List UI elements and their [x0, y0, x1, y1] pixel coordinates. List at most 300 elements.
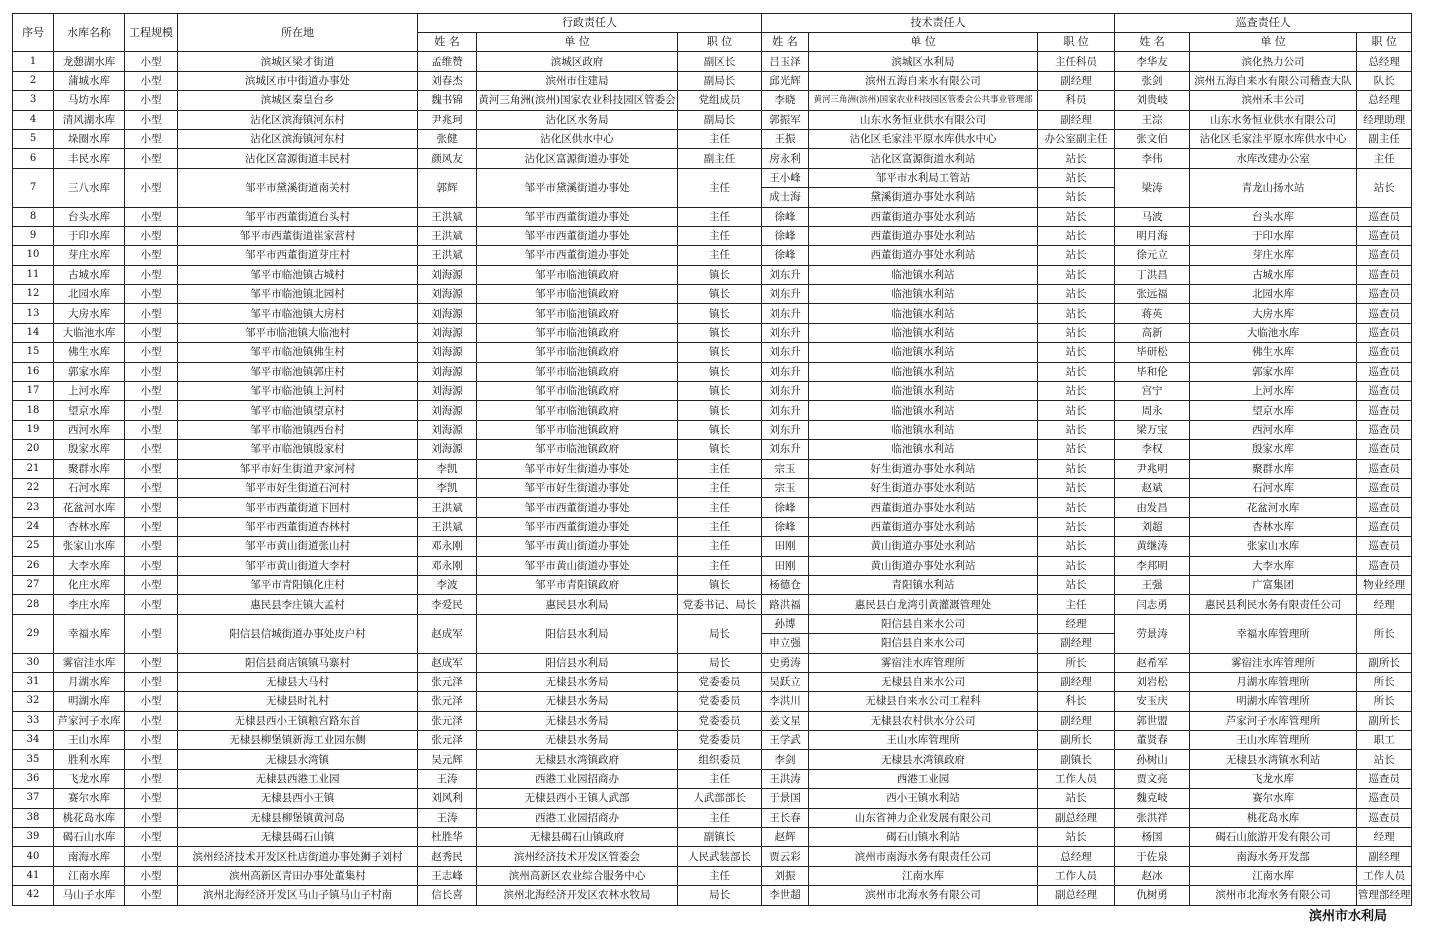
admin-person-cell: 魏书锦 [418, 91, 477, 110]
admin-person-cell: 王洪斌 [418, 226, 477, 245]
admin-person-cell: 刘海源 [418, 382, 477, 401]
patrol-title-cell: 副所长 [1357, 711, 1412, 730]
tech-person-cell: 刘东升 [762, 420, 809, 439]
table-row [13, 440, 1412, 459]
seq-cell: 34 [13, 731, 54, 750]
table-row [13, 731, 1412, 750]
reservoir-name-cell: 胜利水库 [54, 750, 125, 769]
admin-unit-cell: 阳信县水利局 [477, 614, 678, 653]
patrol-title-cell: 巡查员 [1357, 285, 1412, 304]
patrol-title-cell: 巡查员 [1357, 323, 1412, 342]
scale-cell: 小型 [125, 91, 178, 110]
scale-cell: 小型 [125, 323, 178, 342]
location-cell: 邹平市临池镇上河村 [178, 382, 418, 401]
admin-title-cell: 镇长 [678, 304, 762, 323]
admin-person-cell: 王洪斌 [418, 246, 477, 265]
admin-person-cell: 孟维赞 [418, 52, 477, 71]
patrol-person-cell: 安玉庆 [1115, 692, 1190, 711]
tech-unit-cell: 沾化区富源街道水利站 [809, 149, 1038, 168]
location-cell: 邹平市青阳镇化庄村 [178, 575, 418, 594]
admin-unit-cell: 邹平市临池镇政府 [477, 323, 678, 342]
table-row [13, 149, 1412, 168]
tech-title-cell: 主任科员 [1038, 52, 1115, 71]
tech-unit-cell: 西董街道办事处水利站 [809, 207, 1038, 226]
table-row [13, 575, 1412, 594]
table-row [13, 226, 1412, 245]
header-tech-unit: 单 位 [809, 33, 1038, 52]
tech-person-cell: 徐峰 [762, 207, 809, 226]
location-cell: 邹平市临池镇西台村 [178, 420, 418, 439]
table-row [13, 750, 1412, 769]
tech-person-cell: 郭振军 [762, 110, 809, 129]
scale-cell: 小型 [125, 556, 178, 575]
reservoir-name-cell: 雾宿洼水库 [54, 653, 125, 672]
tech-title-cell: 站长 [1038, 828, 1115, 847]
admin-title-cell: 局长 [678, 653, 762, 672]
seq-cell: 33 [13, 711, 54, 730]
admin-person-cell: 张健 [418, 129, 477, 148]
admin-person-cell: 邓永刚 [418, 556, 477, 575]
patrol-unit-cell: 山东水务恒业供水有限公司 [1190, 110, 1357, 129]
admin-title-cell: 镇长 [678, 362, 762, 381]
tech-unit-cell: 黄山街道办事处水利站 [809, 556, 1038, 575]
admin-title-cell: 局长 [678, 614, 762, 653]
admin-unit-cell: 邹平市黄山街道办事处 [477, 556, 678, 575]
admin-title-cell: 镇长 [678, 440, 762, 459]
reservoir-name-cell: 江南水库 [54, 866, 125, 885]
seq-cell: 9 [13, 226, 54, 245]
admin-title-cell: 主任 [678, 498, 762, 517]
admin-title-cell: 主任 [678, 866, 762, 885]
patrol-person-cell: 闫志勇 [1115, 595, 1190, 614]
scale-cell: 小型 [125, 420, 178, 439]
location-cell: 无棣县西小王镇粮宫路东首 [178, 711, 418, 730]
patrol-unit-cell: 殷家水库 [1190, 440, 1357, 459]
table-row [13, 847, 1412, 866]
admin-unit-cell: 邹平市西董街道办事处 [477, 226, 678, 245]
tech-unit-cell: 临池镇水利站 [809, 362, 1038, 381]
tech-title-cell: 站长 [1038, 207, 1115, 226]
seq-cell: 6 [13, 149, 54, 168]
scale-cell: 小型 [125, 265, 178, 284]
admin-title-cell: 镇长 [678, 343, 762, 362]
tech-person-cell: 贾云彩 [762, 847, 809, 866]
tech-unit-cell: 青阳镇水利站 [809, 575, 1038, 594]
admin-title-cell: 党委委员 [678, 672, 762, 691]
tech-title-cell: 站长 [1038, 459, 1115, 478]
admin-unit-cell: 邹平市临池镇政府 [477, 401, 678, 420]
patrol-unit-cell: 赛尔水库 [1190, 789, 1357, 808]
location-cell: 邹平市临池镇大房村 [178, 304, 418, 323]
patrol-person-cell: 李邦明 [1115, 556, 1190, 575]
admin-title-cell: 党委委员 [678, 731, 762, 750]
patrol-title-cell: 巡查员 [1357, 537, 1412, 556]
patrol-unit-cell: 滨州禾丰公司 [1190, 91, 1357, 110]
patrol-unit-cell: 无棣县水湾镇水利站 [1190, 750, 1357, 769]
patrol-person-cell: 毕研松 [1115, 343, 1190, 362]
scale-cell: 小型 [125, 285, 178, 304]
location-cell: 邹平市临池镇佛生村 [178, 343, 418, 362]
location-cell: 滨州北海经济开发区马山子镇马山子村南 [178, 886, 418, 905]
patrol-title-cell: 巡查员 [1357, 265, 1412, 284]
location-cell: 邹平市临池镇大临池村 [178, 323, 418, 342]
patrol-person-cell: 宫宁 [1115, 382, 1190, 401]
admin-person-cell: 王涛 [418, 808, 477, 827]
scale-cell: 小型 [125, 537, 178, 556]
reservoir-name-cell: 台头水库 [54, 207, 125, 226]
tech-unit-cell: 碣石山镇水利站 [809, 828, 1038, 847]
admin-title-cell: 副主任 [678, 149, 762, 168]
admin-person-cell: 刘海源 [418, 285, 477, 304]
admin-person-cell: 王洪斌 [418, 207, 477, 226]
tech-person-cell: 刘振 [762, 866, 809, 885]
patrol-person-cell: 梁涛 [1115, 168, 1190, 207]
admin-title-cell: 主任 [678, 769, 762, 788]
reservoir-name-cell: 明湖水库 [54, 692, 125, 711]
location-cell: 沾化区富源街道丰民村 [178, 149, 418, 168]
tech-unit-cell: 西董街道办事处水利站 [809, 246, 1038, 265]
scale-cell: 小型 [125, 614, 178, 653]
tech-unit-cell: 阳信县自来水公司 [809, 634, 1038, 653]
table-row [13, 595, 1412, 614]
tech-person-cell: 杨德仓 [762, 575, 809, 594]
location-cell: 邹平市西董街道芽庄村 [178, 246, 418, 265]
reservoir-name-cell: 丰民水库 [54, 149, 125, 168]
seq-cell: 27 [13, 575, 54, 594]
patrol-person-cell: 赵希军 [1115, 653, 1190, 672]
patrol-person-cell: 王淙 [1115, 110, 1190, 129]
reservoir-name-cell: 于印水库 [54, 226, 125, 245]
patrol-unit-cell: 南海水务开发部 [1190, 847, 1357, 866]
scale-cell: 小型 [125, 207, 178, 226]
patrol-unit-cell: 滨州五海自来水有限公司稽查大队 [1190, 71, 1357, 90]
tech-person-cell: 于景国 [762, 789, 809, 808]
admin-person-cell: 王涛 [418, 769, 477, 788]
admin-unit-cell: 无棣县水务局 [477, 711, 678, 730]
patrol-person-cell: 张远福 [1115, 285, 1190, 304]
tech-title-cell: 站长 [1038, 498, 1115, 517]
admin-title-cell: 镇长 [678, 420, 762, 439]
tech-person-cell: 李世超 [762, 886, 809, 905]
patrol-title-cell: 主任 [1357, 149, 1412, 168]
patrol-title-cell: 站长 [1357, 750, 1412, 769]
tech-person-cell: 邱光辉 [762, 71, 809, 90]
tech-title-cell: 站长 [1038, 517, 1115, 536]
tech-title-cell: 所长 [1038, 653, 1115, 672]
tech-title-cell: 站长 [1038, 246, 1115, 265]
reservoir-name-cell: 殷家水库 [54, 440, 125, 459]
scale-cell: 小型 [125, 71, 178, 90]
tech-person-cell: 田刚 [762, 537, 809, 556]
tech-unit-cell: 黄河三角洲(滨州)国家农业科技园区管委会公共事业管理部 [809, 91, 1038, 110]
patrol-person-cell: 丁洪昌 [1115, 265, 1190, 284]
admin-unit-cell: 无棣县碣石山镇政府 [477, 828, 678, 847]
admin-title-cell: 镇长 [678, 323, 762, 342]
admin-title-cell: 党委委员 [678, 711, 762, 730]
patrol-unit-cell: 惠民县利民水务有限责任公司 [1190, 595, 1357, 614]
tech-title-cell: 工作人员 [1038, 866, 1115, 885]
patrol-unit-cell: 月湖水库管理所 [1190, 672, 1357, 691]
admin-title-cell: 主任 [678, 168, 762, 207]
patrol-unit-cell: 北园水库 [1190, 285, 1357, 304]
tech-unit-cell: 无棣县自来水公司 [809, 672, 1038, 691]
admin-title-cell: 主任 [678, 517, 762, 536]
admin-title-cell: 主任 [678, 207, 762, 226]
patrol-title-cell: 经理助理 [1357, 110, 1412, 129]
patrol-unit-cell: 滨化热力公司 [1190, 52, 1357, 71]
scale-cell: 小型 [125, 866, 178, 885]
tech-unit-cell: 好生街道办事处水利站 [809, 459, 1038, 478]
tech-person-cell: 田刚 [762, 556, 809, 575]
admin-person-cell: 刘海源 [418, 265, 477, 284]
patrol-unit-cell: 王山水库管理所 [1190, 731, 1357, 750]
seq-cell: 28 [13, 595, 54, 614]
seq-cell: 30 [13, 653, 54, 672]
location-cell: 邹平市西董街道杏林村 [178, 517, 418, 536]
patrol-person-cell: 王强 [1115, 575, 1190, 594]
admin-title-cell: 镇长 [678, 575, 762, 594]
tech-person-cell: 徐峰 [762, 226, 809, 245]
scale-cell: 小型 [125, 595, 178, 614]
admin-title-cell: 主任 [678, 808, 762, 827]
scale-cell: 小型 [125, 52, 178, 71]
tech-title-cell: 站长 [1038, 401, 1115, 420]
header-patrol-unit: 单 位 [1190, 33, 1357, 52]
admin-person-cell: 刘海源 [418, 401, 477, 420]
tech-title-cell: 副所长 [1038, 731, 1115, 750]
admin-unit-cell: 邹平市西董街道办事处 [477, 498, 678, 517]
patrol-unit-cell: 郭家水库 [1190, 362, 1357, 381]
admin-unit-cell: 滨州经济技术开发区管委会 [477, 847, 678, 866]
patrol-unit-cell: 江南水库 [1190, 866, 1357, 885]
admin-person-cell: 刘海源 [418, 420, 477, 439]
seq-cell: 7 [13, 168, 54, 207]
reservoir-name-cell: 郭家水库 [54, 362, 125, 381]
seq-cell: 20 [13, 440, 54, 459]
tech-unit-cell: 黛溪街道办事处水利站 [809, 188, 1038, 207]
admin-title-cell: 主任 [678, 556, 762, 575]
patrol-unit-cell: 滨州市北海水务有限公司 [1190, 886, 1357, 905]
location-cell: 无棣县西小王镇 [178, 789, 418, 808]
scale-cell: 小型 [125, 362, 178, 381]
location-cell: 邹平市临池镇郭庄村 [178, 362, 418, 381]
admin-unit-cell: 无棣县水湾镇政府 [477, 750, 678, 769]
location-cell: 邹平市西董街道崔家营村 [178, 226, 418, 245]
table-row [13, 789, 1412, 808]
tech-person-cell: 徐峰 [762, 498, 809, 517]
scale-cell: 小型 [125, 498, 178, 517]
seq-cell: 22 [13, 478, 54, 497]
patrol-title-cell: 所长 [1357, 614, 1412, 653]
tech-title-cell: 科长 [1038, 692, 1115, 711]
location-cell: 邹平市西董街道台头村 [178, 207, 418, 226]
patrol-title-cell: 巡查员 [1357, 362, 1412, 381]
tech-title-cell: 主任 [1038, 595, 1115, 614]
seq-cell: 35 [13, 750, 54, 769]
admin-unit-cell: 滨州市住建局 [477, 71, 678, 90]
header-admin-person: 姓 名 [418, 33, 477, 52]
admin-unit-cell: 邹平市临池镇政府 [477, 440, 678, 459]
patrol-title-cell: 巡查员 [1357, 478, 1412, 497]
tech-person-cell: 刘东升 [762, 401, 809, 420]
tech-unit-cell: 临池镇水利站 [809, 323, 1038, 342]
patrol-title-cell: 巡查员 [1357, 459, 1412, 478]
reservoir-name-cell: 杏林水库 [54, 517, 125, 536]
tech-title-cell: 总经理 [1038, 847, 1115, 866]
tech-person-cell: 刘东升 [762, 382, 809, 401]
admin-unit-cell: 邹平市好生街道办事处 [477, 459, 678, 478]
tech-person-cell: 孙博 [762, 614, 809, 633]
patrol-unit-cell: 于印水库 [1190, 226, 1357, 245]
admin-unit-cell: 邹平市临池镇政府 [477, 362, 678, 381]
patrol-unit-cell: 雾宿洼水库管理所 [1190, 653, 1357, 672]
seq-cell: 25 [13, 537, 54, 556]
tech-unit-cell: 黄山街道办事处水利站 [809, 537, 1038, 556]
patrol-person-cell: 由发昌 [1115, 498, 1190, 517]
patrol-unit-cell: 明湖水库管理所 [1190, 692, 1357, 711]
table-row [13, 478, 1412, 497]
location-cell: 邹平市临池镇北园村 [178, 285, 418, 304]
scale-cell: 小型 [125, 226, 178, 245]
admin-person-cell: 刘风利 [418, 789, 477, 808]
tech-person-cell: 成士海 [762, 188, 809, 207]
reservoir-name-cell: 桃花岛水库 [54, 808, 125, 827]
tech-title-cell: 副总经理 [1038, 886, 1115, 905]
tech-person-cell: 刘东升 [762, 304, 809, 323]
scale-cell: 小型 [125, 478, 178, 497]
admin-unit-cell: 无棣县水务局 [477, 731, 678, 750]
scale-cell: 小型 [125, 343, 178, 362]
tech-person-cell: 宗玉 [762, 478, 809, 497]
table-row [13, 537, 1412, 556]
tech-unit-cell: 临池镇水利站 [809, 420, 1038, 439]
scale-cell: 小型 [125, 808, 178, 827]
header-patrol-group: 巡查责任人 [1115, 14, 1412, 33]
patrol-person-cell: 张洪祥 [1115, 808, 1190, 827]
patrol-person-cell: 刘贵岐 [1115, 91, 1190, 110]
admin-title-cell: 镇长 [678, 401, 762, 420]
patrol-title-cell: 巡查员 [1357, 498, 1412, 517]
admin-person-cell: 刘海源 [418, 362, 477, 381]
seq-cell: 17 [13, 382, 54, 401]
tech-title-cell: 站长 [1038, 265, 1115, 284]
scale-cell: 小型 [125, 440, 178, 459]
patrol-person-cell: 刘岩松 [1115, 672, 1190, 691]
scale-cell: 小型 [125, 401, 178, 420]
tech-unit-cell: 江南水库 [809, 866, 1038, 885]
patrol-title-cell: 巡查员 [1357, 226, 1412, 245]
location-cell: 邹平市好生街道尹家河村 [178, 459, 418, 478]
table-row [13, 420, 1412, 439]
location-cell: 无棣县西港工业园 [178, 769, 418, 788]
table-row [13, 168, 1412, 187]
location-cell: 邹平市黄山街道大李村 [178, 556, 418, 575]
tech-unit-cell: 临池镇水利站 [809, 440, 1038, 459]
patrol-person-cell: 赵冰 [1115, 866, 1190, 885]
admin-unit-cell: 邹平市西董街道办事处 [477, 246, 678, 265]
reservoir-name-cell: 幸福水库 [54, 614, 125, 653]
reservoir-name-cell: 石河水库 [54, 478, 125, 497]
patrol-person-cell: 徐元立 [1115, 246, 1190, 265]
header-tech-title: 职 位 [1038, 33, 1115, 52]
tech-unit-cell: 邹平市水利局工管站 [809, 168, 1038, 187]
reservoir-name-cell: 李庄水库 [54, 595, 125, 614]
patrol-title-cell: 巡查员 [1357, 517, 1412, 536]
reservoir-name-cell: 王山水库 [54, 731, 125, 750]
header-scale: 工程规模 [125, 14, 178, 52]
admin-person-cell: 李凯 [418, 478, 477, 497]
tech-person-cell: 刘东升 [762, 265, 809, 284]
admin-person-cell: 尹兆珂 [418, 110, 477, 129]
admin-title-cell: 镇长 [678, 285, 762, 304]
patrol-person-cell: 李伟 [1115, 149, 1190, 168]
patrol-unit-cell: 古城水库 [1190, 265, 1357, 284]
reservoir-name-cell: 三八水库 [54, 168, 125, 207]
patrol-person-cell: 孙树山 [1115, 750, 1190, 769]
reservoir-name-cell: 垛圈水库 [54, 129, 125, 148]
admin-unit-cell: 滨州高新区农业综合服务中心 [477, 866, 678, 885]
admin-title-cell: 镇长 [678, 265, 762, 284]
admin-unit-cell: 邹平市青阳镇政府 [477, 575, 678, 594]
scale-cell: 小型 [125, 828, 178, 847]
patrol-unit-cell: 幸福水库管理所 [1190, 614, 1357, 653]
patrol-unit-cell: 望京水库 [1190, 401, 1357, 420]
issuer-footer: 滨州市水利局 [1309, 909, 1388, 924]
reservoir-name-cell: 花盆河水库 [54, 498, 125, 517]
scale-cell: 小型 [125, 168, 178, 207]
location-cell: 邹平市临池镇望京村 [178, 401, 418, 420]
reservoir-name-cell: 龙憩湖水库 [54, 52, 125, 71]
seq-cell: 37 [13, 789, 54, 808]
location-cell: 沾化区滨海镇河东村 [178, 129, 418, 148]
tech-unit-cell: 西董街道办事处水利站 [809, 226, 1038, 245]
tech-title-cell: 站长 [1038, 440, 1115, 459]
tech-person-cell: 徐峰 [762, 517, 809, 536]
tech-unit-cell: 好生街道办事处水利站 [809, 478, 1038, 497]
responsibility-table [12, 13, 1412, 906]
patrol-unit-cell: 大李水库 [1190, 556, 1357, 575]
admin-unit-cell: 邹平市黛溪街道办事处 [477, 168, 678, 207]
tech-title-cell: 副经理 [1038, 672, 1115, 691]
scale-cell: 小型 [125, 886, 178, 905]
admin-unit-cell: 邹平市黄山街道办事处 [477, 537, 678, 556]
admin-title-cell: 主任 [678, 129, 762, 148]
seq-cell: 14 [13, 323, 54, 342]
reservoir-name-cell: 化庄水库 [54, 575, 125, 594]
table-row [13, 285, 1412, 304]
admin-person-cell: 刘海源 [418, 343, 477, 362]
location-cell: 无棣县大马村 [178, 672, 418, 691]
admin-title-cell: 镇长 [678, 382, 762, 401]
admin-person-cell: 刘海源 [418, 323, 477, 342]
seq-cell: 29 [13, 614, 54, 653]
patrol-title-cell: 副所长 [1357, 653, 1412, 672]
tech-title-cell: 副总经理 [1038, 808, 1115, 827]
patrol-unit-cell: 水库改建办公室 [1190, 149, 1357, 168]
tech-title-cell: 工作人员 [1038, 769, 1115, 788]
tech-title-cell: 站长 [1038, 304, 1115, 323]
admin-unit-cell: 沾化区水务局 [477, 110, 678, 129]
scale-cell: 小型 [125, 653, 178, 672]
seq-cell: 18 [13, 401, 54, 420]
admin-person-cell: 刘海源 [418, 304, 477, 323]
table-row [13, 692, 1412, 711]
scale-cell: 小型 [125, 129, 178, 148]
table-body [13, 52, 1412, 905]
admin-person-cell: 邓永刚 [418, 537, 477, 556]
reservoir-name-cell: 南海水库 [54, 847, 125, 866]
admin-person-cell: 李凯 [418, 459, 477, 478]
